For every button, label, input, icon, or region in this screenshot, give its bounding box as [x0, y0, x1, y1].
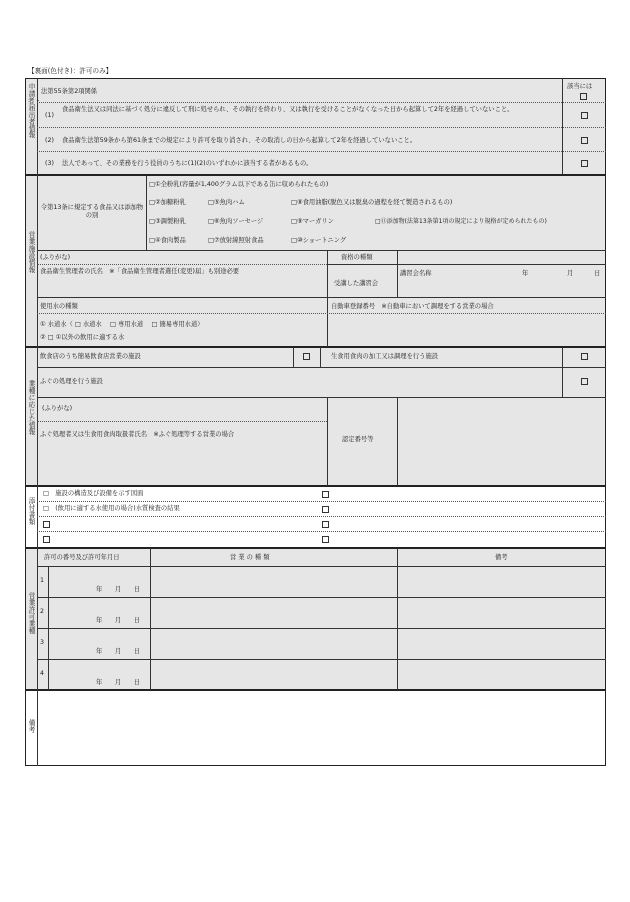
water-type-label: 使用水の種類 [40, 303, 78, 310]
license-col-number-date: 許可の番号及び許可年月日 [44, 554, 120, 561]
fugu-facility-checkbox[interactable] [581, 378, 588, 385]
attachment-extra-checkbox-4[interactable] [322, 536, 329, 543]
license-col-business-type: 営 業 の 種 類 [230, 554, 270, 561]
water-option-other[interactable]: ② □ ①以外の飲用に適する水 [40, 334, 125, 341]
food-category-label: 令第13条に規定する食品又は添加物の別 [40, 204, 144, 219]
course-taken-label: 受講した講習会 [334, 280, 379, 287]
license-row-1-num: 1 [40, 577, 45, 584]
item-2-checkbox[interactable] [581, 137, 588, 144]
license-side-label: 営業許可業種 [28, 592, 36, 635]
food-option-4[interactable]: □④食肉製品 [149, 237, 186, 244]
industry-side-label: 業種に応じた情報 [28, 380, 36, 437]
remarks-side-label: 備考 [28, 719, 36, 734]
food-option-10[interactable]: □⑩ショートニング [291, 237, 347, 244]
raw-meat-label: 生食用食肉の加工又は調理を行う施設 [331, 353, 439, 360]
item-2-num: (2) [45, 137, 54, 144]
fugu-person-furigana: (ふりがな) [42, 405, 73, 412]
attachment-side-label: 添付書類 [28, 497, 36, 526]
license-row-1-date[interactable]: 年 月 日 [96, 586, 141, 593]
item-1-checkbox[interactable] [581, 112, 588, 119]
food-option-7[interactable]: □⑦放射線照射食品 [208, 237, 264, 244]
food-option-2[interactable]: □②加糖粉乳 [149, 199, 186, 206]
course-month: 月 [567, 270, 574, 277]
applicable-header: 該当には [567, 83, 593, 90]
remarks-field[interactable] [38, 691, 604, 765]
license-row-2-num: 2 [40, 608, 45, 615]
attachment-item-2[interactable]: □ (飲用に適する水使用の場合)水質検査の結果 [43, 505, 180, 512]
form-header: 【裏面(色付き)：許可のみ】 [28, 67, 113, 75]
law-55-title: 法第55条第2項関係 [41, 88, 98, 95]
raw-meat-checkbox[interactable] [581, 353, 588, 360]
simple-restaurant-label: 飲食店のうち簡易飲食店営業の施設 [40, 353, 141, 360]
food-option-5[interactable]: □⑤魚肉ハム [208, 199, 245, 206]
license-row-2-date[interactable]: 年 月 日 [96, 617, 141, 624]
food-option-6[interactable]: □⑥魚肉ソーセージ [208, 218, 264, 225]
manager-furigana: (ふりがな) [40, 254, 71, 261]
food-option-9[interactable]: □⑨マーガリン [291, 218, 334, 225]
cert-number-label: 認定番号等 [342, 436, 374, 443]
fugu-facility-label: ふぐの処理を行う施設 [40, 378, 103, 385]
course-day: 日 [594, 270, 601, 277]
food-option-1[interactable]: □①全粉乳(容量が1,400グラム以下である缶に収められたもの) [149, 181, 329, 188]
manager-name-label: 食品衛生管理者の氏名 ※「食品衛生管理者選任(変更)届」も別途必要 [40, 268, 240, 275]
item-2-text: 食品衛生法第59条から第61条までの規定により許可を取り消され、その取消しの日から起算して2年を経過していないこと。 [62, 137, 417, 144]
license-row-3-num: 3 [40, 639, 45, 646]
attachment-blank-checkbox-4[interactable] [43, 536, 50, 543]
car-registration-label: 自動車登録番号 ※自動車において調理をする営業の場合 [331, 303, 494, 310]
attachment-item-1[interactable]: □ 施設の構造及び設備を示す図面 [43, 490, 144, 497]
course-year: 年 [522, 270, 529, 277]
attachment-extra-checkbox-2[interactable] [322, 506, 329, 513]
facility-side-label: 営業施設情報 [28, 231, 36, 274]
course-name-label: 講習会名称 [400, 270, 432, 277]
food-option-3[interactable]: □③調製粉乳 [149, 218, 186, 225]
food-option-8[interactable]: □⑧食用油脂(脱色又は脱臭の過程を経て製造されるもの) [291, 199, 453, 206]
license-row-4-num: 4 [40, 670, 45, 677]
license-row-4-date[interactable]: 年 月 日 [96, 679, 141, 686]
item-1-num: (1) [45, 112, 54, 119]
attachment-extra-checkbox-1[interactable] [322, 491, 329, 498]
fugu-person-label: ふぐ処理者又は生食用食肉取扱者氏名 ※ふぐ処理等する営業の場合 [40, 431, 235, 438]
food-option-11[interactable]: □⑪添加物(法第13条第1項の規定により規格が定められたもの) [375, 218, 547, 225]
item-1-text: 食品衛生法又は同法に基づく処分に違反して刑に処せられ、その執行を終わり、又は執行を受けることがなくなった日から起算して2年を経過していないこと。 [62, 106, 514, 113]
attachment-extra-checkbox-3[interactable] [322, 521, 329, 528]
item-3-checkbox[interactable] [581, 160, 588, 167]
applicant-side-label: 申請者・届出者情報 [28, 83, 42, 140]
qualification-type-label: 資格の種類 [341, 254, 373, 261]
license-row-3-date[interactable]: 年 月 日 [96, 648, 141, 655]
applicable-check-header[interactable] [580, 93, 587, 100]
simple-restaurant-checkbox[interactable] [303, 353, 310, 360]
attachment-blank-checkbox-3[interactable] [43, 521, 50, 528]
item-3-num: (3) [45, 160, 54, 167]
item-3-text: 法人であって、その業務を行う役員のうちに(1)(2)のいずれかに該当する者があるもの。 [62, 160, 313, 167]
license-col-remarks: 備考 [495, 554, 508, 561]
water-option-tap[interactable]: ① 水道水（ □ 水道水 □ 専用水道 □ 簡易専用水道） [40, 321, 204, 328]
